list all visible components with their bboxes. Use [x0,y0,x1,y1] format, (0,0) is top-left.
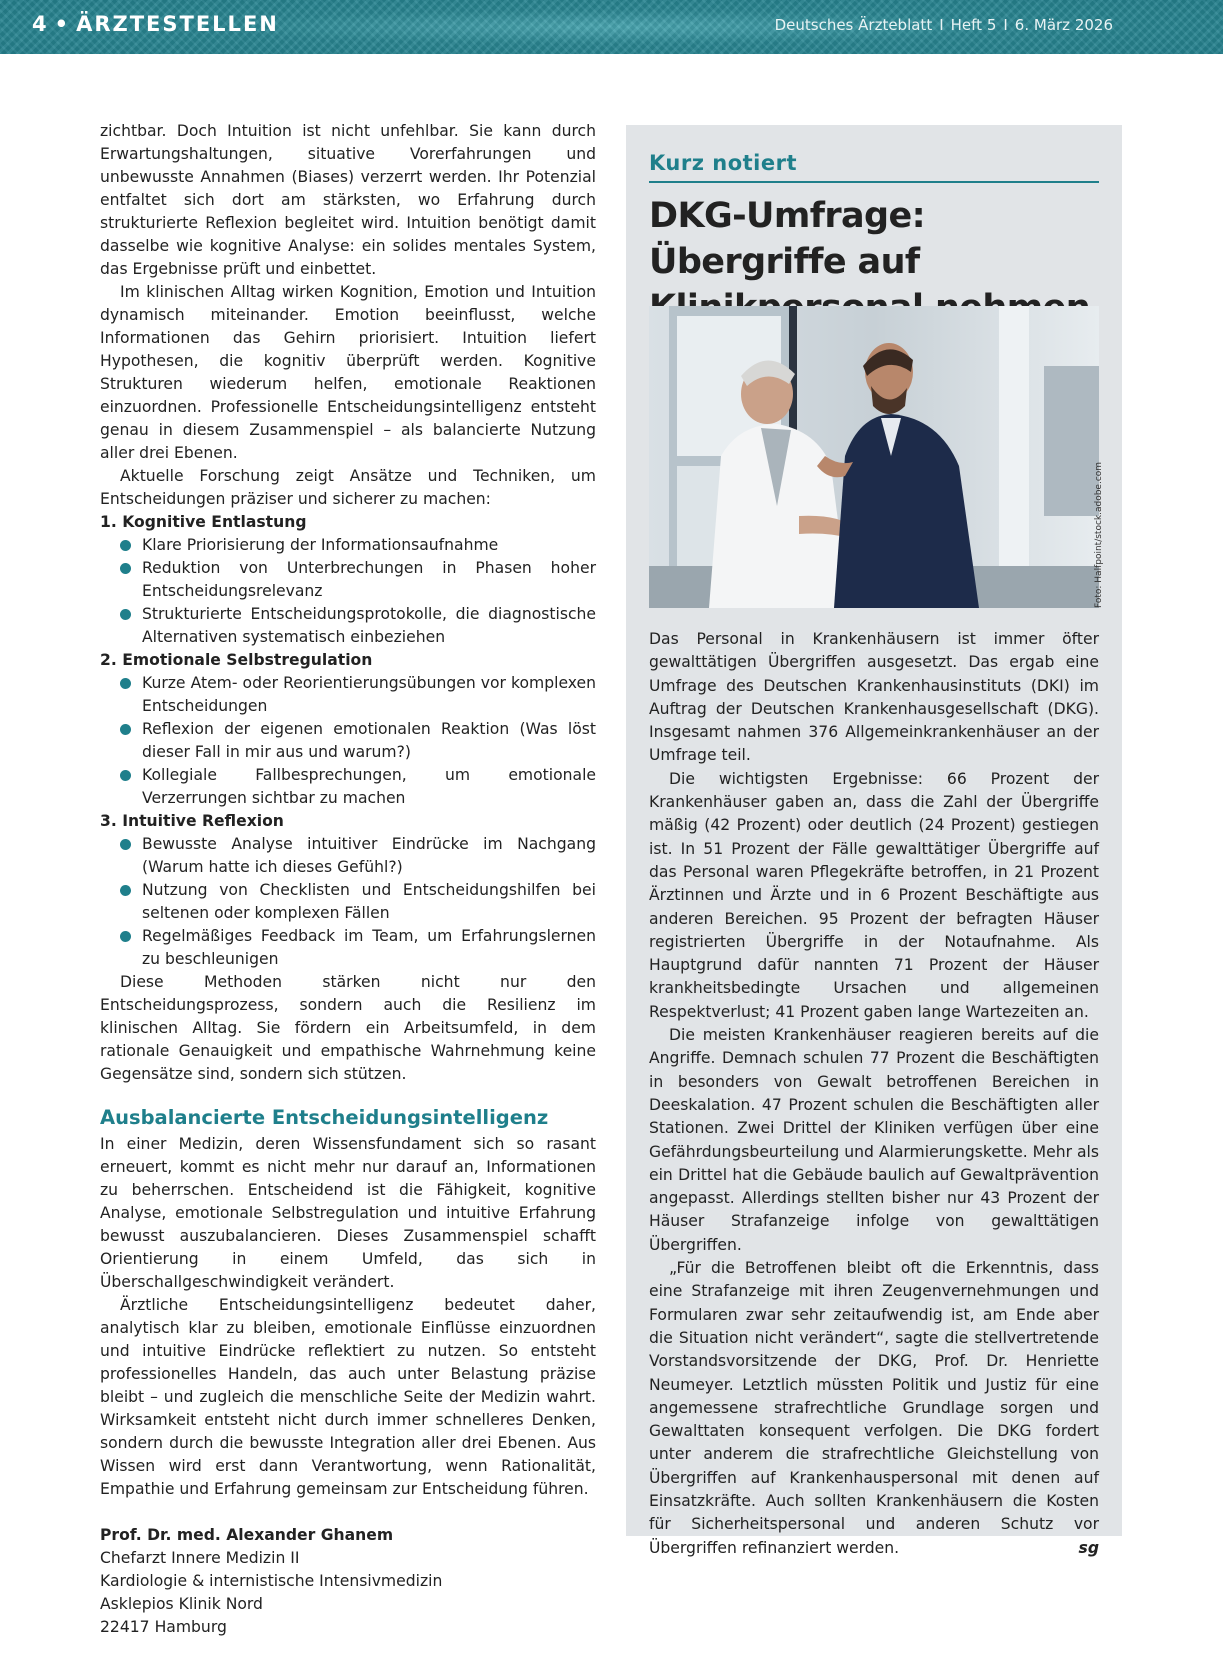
author-department: Kardiologie & internistische Intensivmedizin [100,1572,443,1590]
paragraph: Aktuelle Forschung zeigt Ansätze und Techniken, um Entscheidungen präziser und sicherer zu machen: [100,467,596,508]
article-photo [649,306,1099,608]
list-heading: 2. Emotionale Selbstregulation [100,651,373,669]
list-heading: 3. Intuitive Reflexion [100,812,284,830]
paragraph: Diese Methoden stärken nicht nur den Entscheidungsprozess, sondern auch die Resilienz im klinischen Alltag. Sie fördern ein Arbeitsumfeld, in dem rationale Genauigkeit und empathische Wahrnehmung keine Gegensätze sind, sondern sich stützen. [100,973,596,1083]
paragraph: zichtbar. Doch Intuition ist nicht unfehlbar. Sie kann durch Erwartungshaltungen, situative Vorerfahrungen und unbewusste Annahmen (Biases) verzerrt werden. Ihr Potenzial entfaltet sich dort am stärksten, wo Erfahrung durch strukturierte Reflexion begleitet wird. Intuition benötigt damit dasselbe wie kognitive Analyse: ein solides mentales System, das Ergebnisse prüft und einbettet. [100,122,596,278]
list-item: Kollegiale Fallbesprechungen, um emotionale Verzerrungen sichtbar zu machen [142,764,596,810]
author-city: 22417 Hamburg [100,1618,227,1636]
bullet-list [100,672,596,810]
news-box [626,125,1122,1557]
section-heading: Ausbalancierte Entscheidungsintelligenz [100,1106,549,1129]
author-signature: sg [1078,1538,1099,1557]
header-section-label [32,12,279,36]
header-divider: I [939,16,944,34]
header-issue-info [775,16,1113,34]
box-kicker: Kurz notiert [649,151,1099,183]
list-heading: 1. Kognitive Entlastung [100,513,307,531]
bullet-list [100,534,596,649]
left-article-column [100,120,596,1639]
paragraph: Im klinischen Alltag wirken Kognition, Emotion und Intuition dynamisch miteinander. Emotion beeinflusst, welche Informationen das Gehirn priorisiert. Intuition liefert Hypothesen, die kognitiv überprüft werden. Kognitive Strukturen wiederum helfen, emotionale Reaktionen einzuordnen. Professionelle Entscheidungsintelligenz entsteht genau in diesem Zusammenspiel – als balancierte Nutzung aller drei Ebenen. [100,283,596,462]
quote-paragraph-text: „Für die Betroffenen bleibt oft die Erkenntnis, dass eine Strafanzeige mit ihren Zeugenvernehmungen und Formularen zwar sehr zeitaufwendig ist, am Ende aber die Situation nicht verändert“, sagte die stellvertretende Vorstandsvorsitzende der DKG, Prof. Dr. Henriette Neumeyer. Letztlich müssten Politik und Justiz für eine angemessene strafrechtliche Grundlage sorgen und Gewalttaten konsequent verfolgen. Die DKG fordert unter anderem die strafrechtliche Gleichstellung von Übergriffen auf Krankenhauspersonal mit denen auf Einsatzkräfte. Auch sollten Krankenhäusern die Kosten für Sicherheitspersonal und anderen Schutz vor Übergriffen refinanziert werden. [649,1259,1099,1557]
list-item: Klare Priorisierung der Informationsaufnahme [142,534,596,557]
section-name: ÄRZTESTELLEN [76,12,279,36]
paragraph [649,1257,1099,1560]
list-item: Kurze Atem- oder Reorientierungsübungen vor komplexen Entscheidungen [142,672,596,718]
paragraph: Die meisten Krankenhäuser reagieren bereits auf die Angriffe. Demnach schulen 77 Prozent die Beschäftigten in besonders von Gewalt betroffenen Bereichen in Deeskalation. 47 Prozent schulen die Beschäftigten aller Stationen. Zwei Drittel der Kliniken verfügen über eine Gefährdungsbeurteilung und Alarmierungskette. Mehr als ein Drittel hat die Gebäude baulich auf Gewaltprävention angepasst. Allerdings stellten bisher nur 43 Prozent der Häuser Strafanzeige infolge von gewalttätigen Übergriffen. [649,1026,1099,1254]
list-item: Reduktion von Unterbrechungen in Phasen hoher Entscheidungsrelevanz [142,557,596,603]
photo-credit: Foto: Halfpoint/stock.adobe.com [1094,461,1104,608]
issue-date: 6. März 2026 [1014,16,1113,34]
box-body [649,628,1099,1560]
list-item: Bewusste Analyse intuitiver Eindrücke im Nachgang (Warum hatte ich dieses Gefühl?) [142,833,596,879]
bullet-list [100,833,596,971]
list-item: Nutzung von Checklisten und Entscheidungshilfen bei seltenen oder komplexen Fällen [142,879,596,925]
list-item: Reflexion der eigenen emotionalen Reaktion (Was löst dieser Fall in mir aus und warum?) [142,718,596,764]
page-header-band [0,0,1223,54]
journal-name: Deutsches Ärzteblatt [774,16,933,34]
author-role: Chefarzt Innere Medizin II [100,1549,300,1567]
page-number: 4 [32,12,49,36]
list-item: Regelmäßiges Feedback im Team, um Erfahrungslernen zu beschleunigen [142,925,596,971]
author-clinic: Asklepios Klinik Nord [100,1595,263,1613]
box-title: DKG-Umfrage: Übergriffe auf [649,196,926,282]
author-block [100,1524,596,1639]
header-divider: I [1003,16,1008,34]
paragraph: Die wichtigsten Ergebnisse: 66 Prozent der Krankenhäuser gaben an, dass die Zahl der Übergriffe mäßig (42 Prozent) oder deutlich (24 Prozent) gestiegen ist. In 51 Prozent der Fälle gewalttätiger Übergriffe auf das Personal waren Pflegekräfte betroffen, in 21 Prozent Ärztinnen und Ärzte und in 6 Prozent Beschäftigte aus anderen Bereichen. 95 Prozent der befragten Häuser registrierten Übergriffe in der Notaufnahme. Als Hauptgrund dafür nannten 71 Prozent der Häuser krankheitsbedingte Ursachen und allgemeinen Respektverlust; 41 Prozent gaben lange Wartezeiten an. [649,769,1099,1021]
paragraph: Ärztliche Entscheidungsintelligenz bedeutet daher, analytisch klar zu bleiben, emotionale Einflüsse einzuordnen und intuitive Eindrücke reflektiert zu nutzen. So entsteht professionelles Handeln, das auch unter Belastung präzise bleibt – und zugleich die menschliche Seite der Medizin wahrt. Wirksamkeit entsteht nicht durch immer schnelleres Denken, sondern durch die bewusste Integration aller drei Ebenen. Aus Wissen wird erst dann Verantwortung, wenn Rationalität, Empathie und Erfahrung gemeinsam zur Entscheidung führen. [100,1296,596,1498]
paragraph: Das Personal in Krankenhäusern ist immer öfter gewalttätigen Übergriffen ausgesetzt. Das ergab eine Umfrage des Deutschen Krankenhausinstituts (DKI) im Auftrag der Deutschen Krankenhausgesellschaft (DKG). Insgesamt nahmen 376 Allgemeinkrankenhäuser an der Umfrage teil. [649,630,1099,765]
paragraph: In einer Medizin, deren Wissensfundament sich so rasant erneuert, kommt es nicht mehr nur darauf an, Informationen zu beherrschen. Entscheidend ist die Fähigkeit, kognitive Analyse, emotionale Selbstregulation und intuitive Erfahrung bewusst auszubalancieren. Dieses Zusammenspiel schafft Orientierung in einem Umfeld, das sich in Überschallgeschwindigkeit verändert. [100,1135,596,1291]
issue-number: Heft 5 [950,16,997,34]
author-name: Prof. Dr. med. Alexander Ghanem [100,1526,394,1544]
header-bullet: • [54,12,71,36]
list-item: Strukturierte Entscheidungsprotokolle, die diagnostische Alternativen systematisch einbeziehen [142,603,596,649]
